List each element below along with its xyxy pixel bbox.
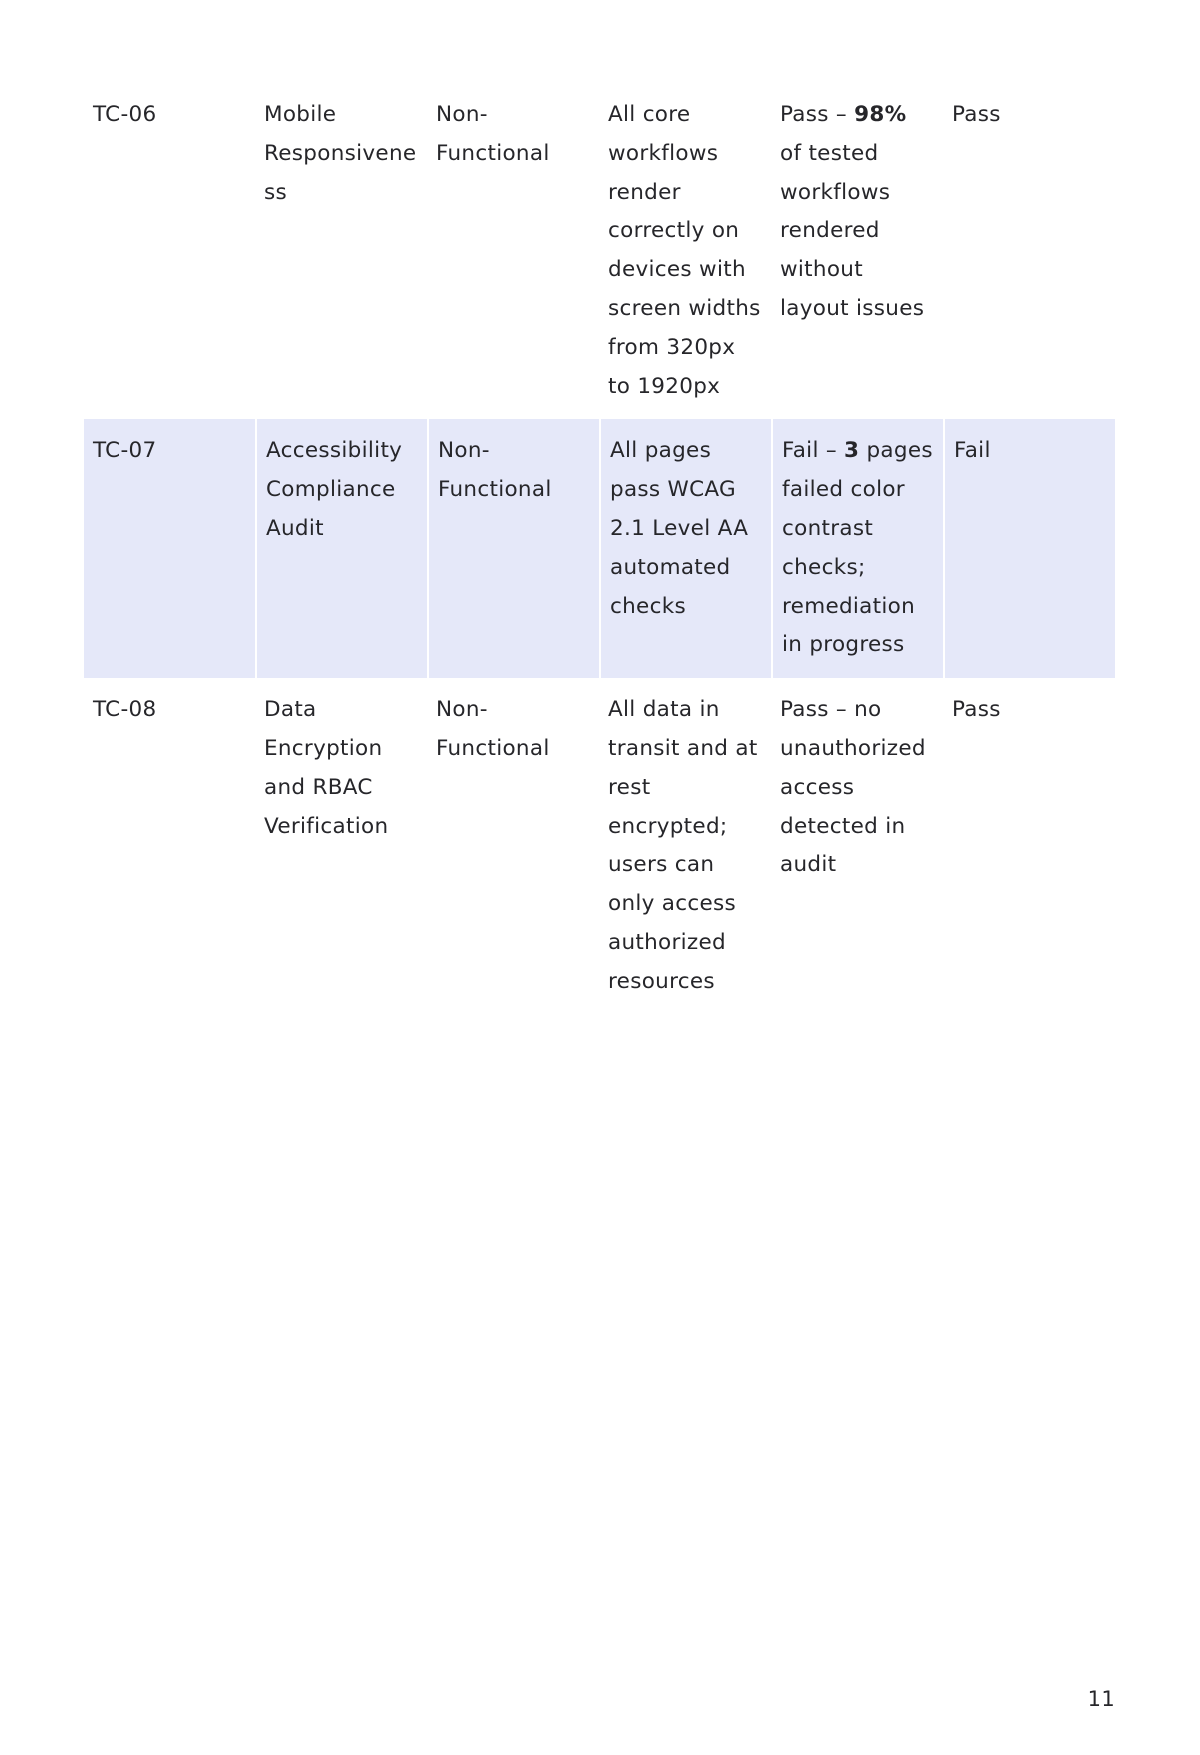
expected-result-cell: All pages pass WCAG 2.1 Level AA automated checks — [599, 419, 771, 678]
actual-result-cell — [771, 678, 943, 1014]
test-id-cell: TC-07 — [84, 419, 255, 678]
actual-result-highlight: 98% — [854, 102, 907, 127]
status-cell: Pass — [952, 102, 1001, 127]
actual-result-prefix: Pass – no unauthorized access detected in audit — [780, 697, 926, 878]
test-id-cell: TC-08 — [93, 697, 157, 723]
expected-result-cell: All data in transit and at rest encrypted; users can only access authorized resources — [608, 697, 758, 994]
actual-result-cell — [771, 419, 943, 678]
status-cell: Pass — [952, 697, 1001, 723]
test-name-cell: Data Encryption and RBAC Verification — [264, 697, 389, 839]
test-results-table — [84, 82, 1115, 1015]
test-name-cell: Mobile Responsiveness — [264, 102, 417, 205]
test-type-cell: Non-Functional — [436, 102, 550, 166]
table-row — [84, 678, 1115, 1014]
table-row — [84, 82, 1115, 419]
table-row — [84, 419, 1115, 678]
test-type-cell: Non-Functional — [427, 419, 599, 678]
expected-result-cell: All core workflows render correctly on devices with screen widths from 320px to 1920px — [608, 102, 761, 399]
actual-result-suffix: of tested workflows rendered without layout issues — [780, 140, 925, 321]
actual-result-suffix: pages failed color contrast checks; remediation in progress — [782, 438, 933, 658]
actual-result-highlight: 3 — [844, 438, 860, 464]
actual-result-cell — [771, 82, 943, 419]
test-id-cell: TC-06 — [93, 102, 157, 127]
status-cell: Fail — [943, 419, 1115, 678]
actual-result-prefix: Pass – — [780, 102, 855, 127]
test-type-cell: Non-Functional — [436, 697, 550, 761]
actual-result-prefix: Fail – — [782, 438, 845, 464]
page-number: 11 — [1087, 1687, 1115, 1711]
test-name-cell: Accessibility Compliance Audit — [255, 419, 427, 678]
